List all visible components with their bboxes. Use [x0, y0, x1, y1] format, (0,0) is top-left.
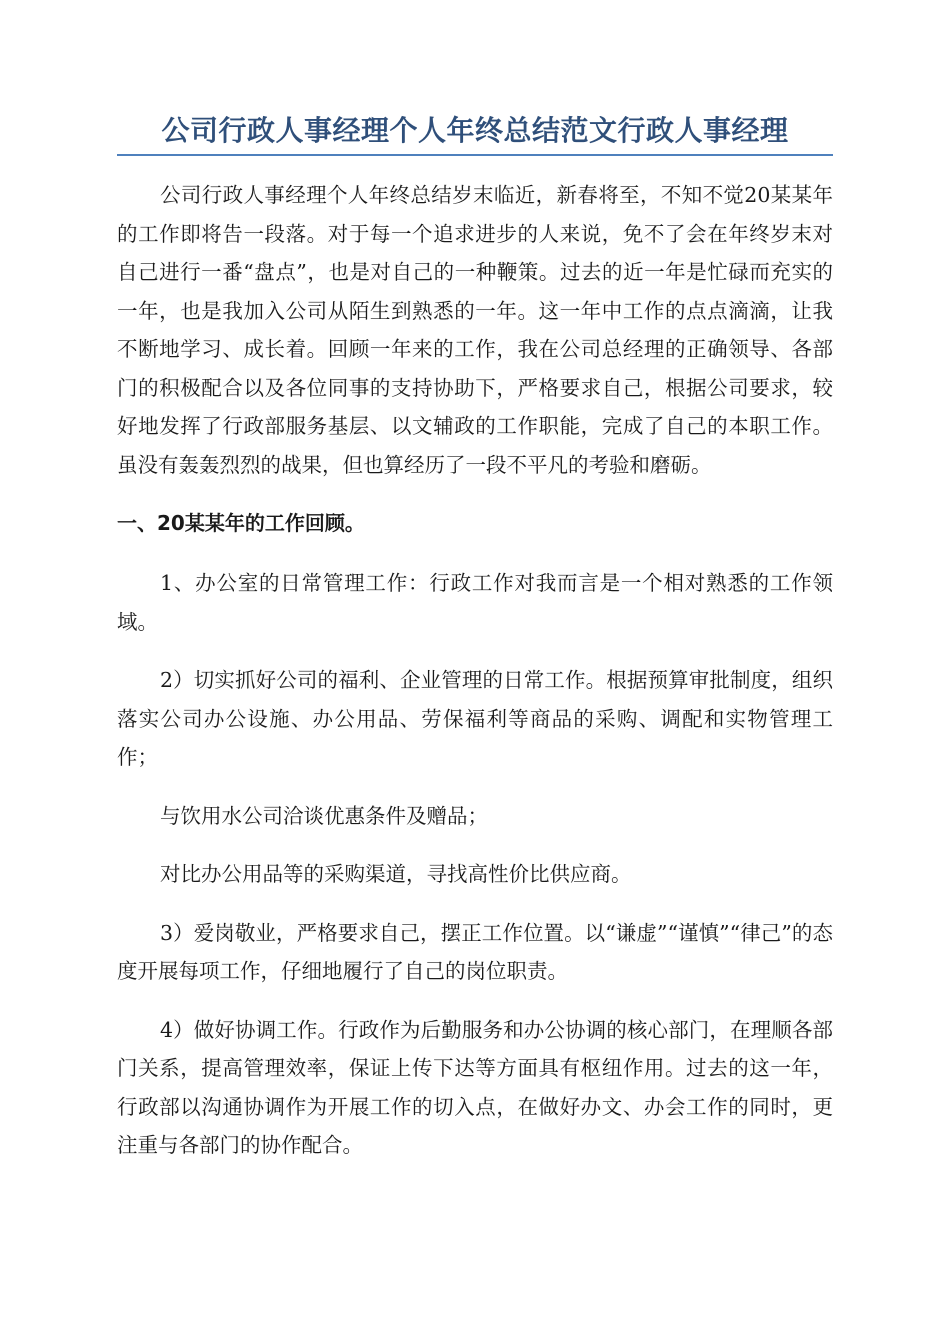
item-4-paragraph: 4）做好协调工作。行政作为后勤服务和办公协调的核心部门，在理顺各部门关系，提高管理效率，保证上传下达等方面具有枢纽作用。过去的这一年，行政部以沟通协调作为开展工作的切入点，在做好办文、办会工作的同时，更注重与各部门的协作配合。: [117, 1017, 833, 1157]
intro-paragraph: 公司行政人事经理个人年终总结岁末临近，新春将至，不知不觉20某某年的工作即将告一段落。对于每一个追求进步的人来说，免不了会在年终岁末对自己进行一番“盘点”，也是对自己的一种鞭策。过去的近一年是忙碌而充实的一年，也是我加入公司从陌生到熟悉的一年。这一年中工作的点点滴滴，让我不断地学习、成长着。回顾一年来的工作，我在公司总经理的正确领导、各部门的积极配合以及各位同事的支持协助下，严格要求自己，根据公司要求，较好地发挥了行政部服务基层、以文辅政的工作职能，完成了自己的本职工作。虽没有轰轰烈烈的战果，但也算经历了一段不平凡的考验和磨砺。: [117, 183, 833, 477]
section-heading: 一、20某某年的工作回顾。: [117, 511, 365, 535]
item-3-paragraph: 3）爱岗敬业，严格要求自己，摆正工作位置。以“谦虚”“谨慎”“律己”的态度开展每项工作，仔细地履行了自己的岗位职责。: [117, 920, 833, 983]
document-title: 公司行政人事经理个人年终总结范文行政人事经理: [117, 112, 833, 156]
item-2b-paragraph: 对比办公用品等的采购渠道，寻找高性价比供应商。: [160, 862, 632, 886]
item-2a-paragraph: 与饮用水公司洽谈优惠条件及赠品；: [160, 803, 488, 828]
item-2-paragraph: 2）切实抓好公司的福利、企业管理的日常工作。根据预算审批制度，组织落实公司办公设施、办公用品、劳保福利等商品的采购、调配和实物管理工作；: [117, 668, 833, 769]
document-page: [117, 112, 833, 1185]
item-1-paragraph: 1、办公室的日常管理工作：行政工作对我而言是一个相对熟悉的工作领域。: [117, 571, 833, 634]
